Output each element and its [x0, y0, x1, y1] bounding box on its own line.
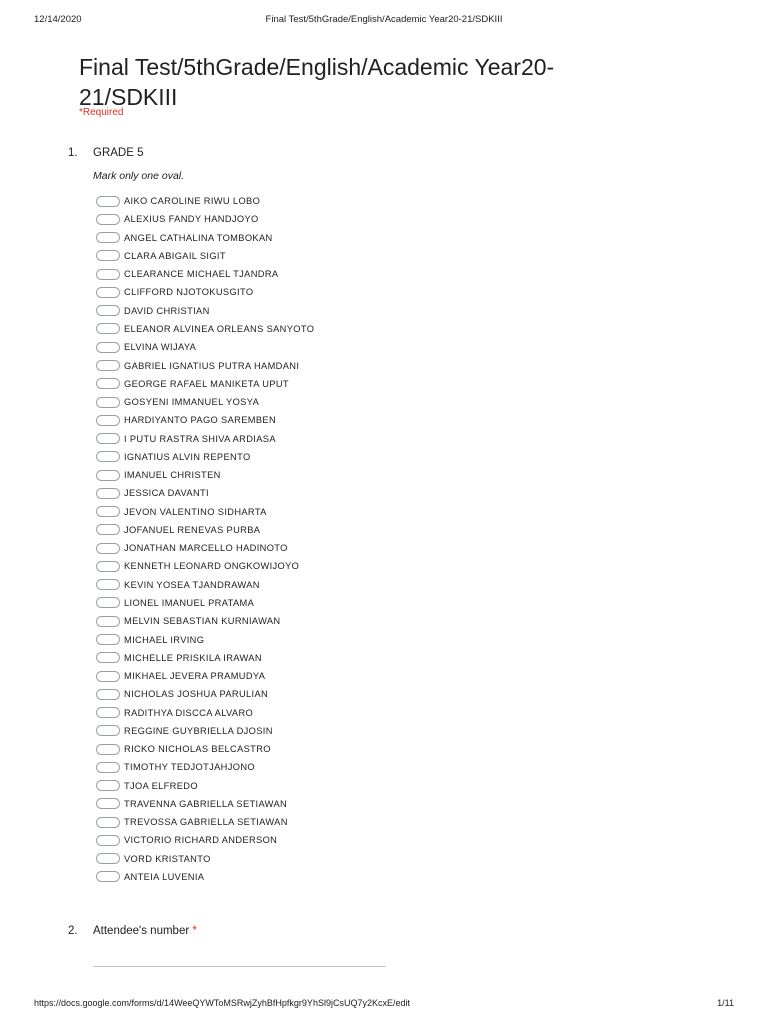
radio-oval[interactable] — [96, 798, 120, 809]
radio-option-label: VORD KRISTANTO — [124, 853, 211, 864]
radio-option[interactable] — [96, 667, 516, 685]
radio-option-label: LIONEL IMANUEL PRATAMA — [124, 597, 255, 608]
radio-oval[interactable] — [96, 543, 120, 554]
radio-oval[interactable] — [96, 470, 120, 481]
radio-oval[interactable] — [96, 269, 120, 280]
radio-option-label: JEVON VALENTINO SIDHARTA — [124, 506, 267, 517]
radio-option-label: TRAVENNA GABRIELLA SETIAWAN — [124, 798, 288, 809]
radio-option-label: CLARA ABIGAIL SIGIT — [124, 250, 226, 261]
radio-oval[interactable] — [96, 196, 120, 207]
required-note: *Required — [79, 107, 124, 118]
radio-oval[interactable] — [96, 835, 120, 846]
radio-oval[interactable] — [96, 323, 120, 334]
radio-option-label: MICHELLE PRISKILA IRAWAN — [124, 652, 262, 663]
radio-option[interactable] — [96, 466, 516, 484]
radio-option[interactable] — [96, 338, 516, 356]
radio-option[interactable] — [96, 393, 516, 411]
question-instruction: Mark only one oval. — [93, 170, 185, 182]
radio-oval[interactable] — [96, 597, 120, 608]
radio-oval[interactable] — [96, 506, 120, 517]
radio-oval[interactable] — [96, 689, 120, 700]
radio-option[interactable] — [96, 612, 516, 630]
radio-option-label: RADITHYA DISCCA ALVARO — [124, 707, 254, 718]
radio-option-label: GOSYENI IMMANUEL YOSYA — [124, 397, 260, 408]
radio-option[interactable] — [96, 777, 516, 795]
radio-option-label: TIMOTHY TEDJOTJAHJONO — [124, 762, 255, 773]
question-number: 2. — [68, 925, 78, 937]
radio-option[interactable] — [96, 685, 516, 703]
radio-oval[interactable] — [96, 725, 120, 736]
footer-page-number: 1/11 — [717, 998, 734, 1008]
radio-oval[interactable] — [96, 342, 120, 353]
radio-option[interactable] — [96, 576, 516, 594]
radio-option-label: KENNETH LEONARD ONGKOWIJOYO — [124, 561, 300, 572]
radio-option[interactable] — [96, 594, 516, 612]
attendee-number-input[interactable] — [93, 966, 386, 967]
radio-oval[interactable] — [96, 250, 120, 261]
radio-option[interactable] — [96, 429, 516, 447]
radio-option-label: KEVIN YOSEA TJANDRAWAN — [124, 579, 260, 590]
radio-option[interactable] — [96, 850, 516, 868]
radio-oval[interactable] — [96, 360, 120, 371]
radio-option[interactable] — [96, 795, 516, 813]
radio-oval[interactable] — [96, 415, 120, 426]
radio-option[interactable] — [96, 831, 516, 849]
radio-oval[interactable] — [96, 397, 120, 408]
radio-option[interactable] — [96, 813, 516, 831]
question-number: 1. — [68, 147, 78, 159]
radio-option-label: AIKO CAROLINE RIWU LOBO — [124, 196, 261, 207]
radio-oval[interactable] — [96, 817, 120, 828]
radio-oval[interactable] — [96, 853, 120, 864]
radio-option-label: TJOA ELFREDO — [124, 780, 198, 791]
radio-option-label: CLEARANCE MICHAEL TJANDRA — [124, 269, 279, 280]
radio-option[interactable] — [96, 503, 516, 521]
radio-option-label: ANGEL CATHALINA TOMBOKAN — [124, 232, 273, 243]
radio-option-label: ELVINA WIJAYA — [124, 342, 197, 353]
radio-option[interactable] — [96, 283, 516, 301]
radio-oval[interactable] — [96, 488, 120, 499]
radio-oval[interactable] — [96, 579, 120, 590]
radio-option[interactable] — [96, 448, 516, 466]
print-header — [0, 14, 768, 28]
radio-oval[interactable] — [96, 433, 120, 444]
radio-oval[interactable] — [96, 214, 120, 225]
radio-option-label: TREVOSSA GABRIELLA SETIAWAN — [124, 817, 288, 828]
question-title: GRADE 5 — [93, 147, 144, 159]
radio-oval[interactable] — [96, 780, 120, 791]
radio-option[interactable] — [96, 411, 516, 429]
radio-option-label: MICHAEL IRVING — [124, 634, 205, 645]
radio-option-label: MIKHAEL JEVERA PRAMUDYA — [124, 671, 266, 682]
radio-oval[interactable] — [96, 871, 120, 882]
radio-option-label: REGGINE GUYBRIELLA DJOSIN — [124, 725, 273, 736]
question-title-text: Attendee's number — [93, 925, 190, 937]
radio-option[interactable] — [96, 229, 516, 247]
radio-oval[interactable] — [96, 671, 120, 682]
question-title — [93, 925, 197, 937]
radio-option-label: IGNATIUS ALVIN REPENTO — [124, 451, 251, 462]
print-footer — [0, 998, 768, 1012]
radio-oval[interactable] — [96, 561, 120, 572]
radio-option-label: GABRIEL IGNATIUS PUTRA HAMDANI — [124, 360, 300, 371]
radio-oval[interactable] — [96, 524, 120, 535]
radio-option[interactable] — [96, 649, 516, 667]
radio-oval[interactable] — [96, 378, 120, 389]
print-date: 12/14/2020 — [34, 14, 82, 25]
radio-option[interactable] — [96, 210, 516, 228]
footer-url: https://docs.google.com/forms/d/14WeeQYWToMSRwjZyhBfHpfkgr9YhSl9jCsUQ7y2KcxE/edit — [34, 998, 410, 1008]
radio-option-label: ALEXIUS FANDY HANDJOYO — [124, 214, 259, 225]
radio-oval[interactable] — [96, 762, 120, 773]
radio-oval[interactable] — [96, 451, 120, 462]
radio-option-label: HARDIYANTO PAGO SAREMBEN — [124, 415, 277, 426]
radio-option-label: IMANUEL CHRISTEN — [124, 470, 221, 481]
radio-option[interactable] — [96, 320, 516, 338]
radio-option-label: JESSICA DAVANTI — [124, 488, 209, 499]
radio-option-label: NICHOLAS JOSHUA PARULIAN — [124, 689, 269, 700]
radio-option[interactable] — [96, 521, 516, 539]
radio-option[interactable] — [96, 484, 516, 502]
radio-oval[interactable] — [96, 232, 120, 243]
radio-option[interactable] — [96, 356, 516, 374]
radio-option-label: GEORGE RAFAEL MANIKETA UPUT — [124, 378, 289, 389]
radio-oval[interactable] — [96, 652, 120, 663]
radio-option-label: DAVID CHRISTIAN — [124, 305, 210, 316]
radio-option[interactable] — [96, 302, 516, 320]
radio-oval[interactable] — [96, 287, 120, 298]
radio-option-label: ANTEIA LUVENIA — [124, 871, 205, 882]
radio-option-label: VICTORIO RICHARD ANDERSON — [124, 835, 278, 846]
radio-option[interactable] — [96, 539, 516, 557]
radio-option-label: MELVIN SEBASTIAN KURNIAWAN — [124, 616, 281, 627]
radio-option-list — [96, 192, 516, 886]
required-star: * — [192, 925, 197, 937]
radio-option[interactable] — [96, 722, 516, 740]
radio-option-label: JONATHAN MARCELLO HADINOTO — [124, 543, 288, 554]
radio-option[interactable] — [96, 375, 516, 393]
radio-option[interactable] — [96, 630, 516, 648]
radio-option-label: JOFANUEL RENEVAS PURBA — [124, 524, 261, 535]
radio-option[interactable] — [96, 247, 516, 265]
radio-option-label: RICKO NICHOLAS BELCASTRO — [124, 744, 271, 755]
radio-option[interactable] — [96, 192, 516, 210]
radio-option[interactable] — [96, 703, 516, 721]
radio-oval[interactable] — [96, 305, 120, 316]
radio-oval[interactable] — [96, 616, 120, 627]
radio-option[interactable] — [96, 758, 516, 776]
radio-oval[interactable] — [96, 634, 120, 645]
radio-option[interactable] — [96, 557, 516, 575]
print-title: Final Test/5thGrade/English/Academic Year20-21/SDKIII — [265, 14, 503, 25]
radio-oval[interactable] — [96, 744, 120, 755]
radio-option-label: ELEANOR ALVINEA ORLEANS SANYOTO — [124, 323, 315, 334]
radio-option-label: CLIFFORD NJOTOKUSGITO — [124, 287, 254, 298]
form-title: Final Test/5thGrade/English/Academic Year20-21/SDKIII — [79, 54, 555, 110]
radio-oval[interactable] — [96, 707, 120, 718]
radio-option[interactable] — [96, 265, 516, 283]
radio-option-label: I PUTU RASTRA SHIVA ARDIASA — [124, 433, 276, 444]
radio-option[interactable] — [96, 868, 516, 886]
radio-option[interactable] — [96, 740, 516, 758]
